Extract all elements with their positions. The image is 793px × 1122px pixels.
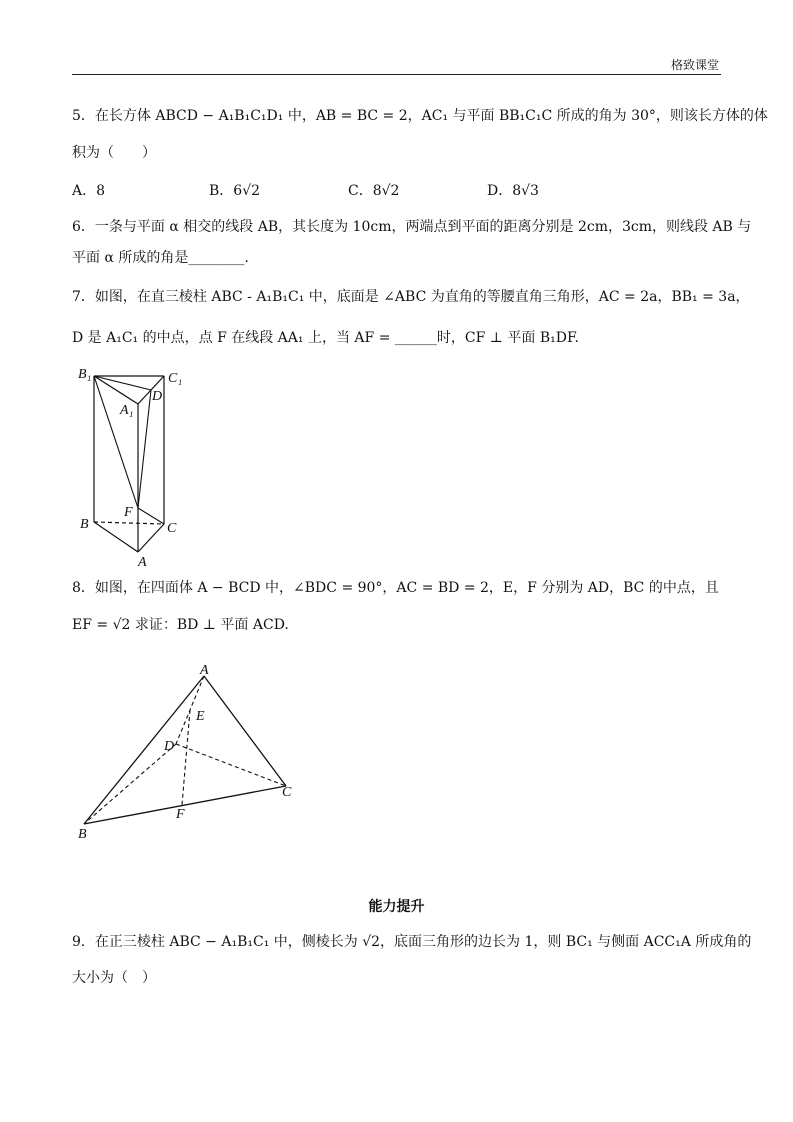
q6-line2: 平面 α 所成的角是________. [72, 250, 249, 266]
label-e: E [196, 709, 205, 724]
header-title: 格致课堂 [670, 58, 719, 72]
label-b1: B₁ [78, 367, 92, 382]
figure-tetrahedron [72, 662, 312, 842]
edge-ba [94, 522, 138, 552]
label-d: D [164, 739, 175, 754]
q7-line2: D 是 A₁C₁ 的中点，点 F 在线段 AA₁ 上，当 AF = ______时，CF ⊥ 平面 B₁DF. [72, 330, 579, 346]
segment-ef-hidden [182, 710, 190, 805]
label-c: C [167, 521, 177, 536]
label-a1: A₁ [120, 403, 134, 418]
edge-ab [84, 676, 204, 824]
section-title: 能力提升 [368, 899, 425, 915]
label-f: F [176, 807, 185, 822]
q5-line2: 积为（ ） [72, 145, 156, 161]
q5-line1: 5．在长方体 ABCD − A₁B₁C₁D₁ 中，AB = BC = 2，AC₁ 与平面 BB₁C₁C 所成的角为 30°，则该长方体的体 [72, 108, 768, 124]
edge-b1a1 [94, 376, 138, 404]
label-b: B [78, 827, 87, 842]
label-c1: C₁ [168, 371, 183, 386]
segment-b1d [94, 376, 151, 390]
q9-line1: 9．在正三棱柱 ABC − A₁B₁C₁ 中，侧棱长为 √2，底面三角形的边长为 1，则 BC₁ 与侧面 ACC₁A 所成角的 [72, 934, 752, 950]
label-b: B [80, 517, 89, 532]
q9-line2: 大小为（ ） [72, 970, 156, 986]
label-a: A [200, 663, 209, 678]
q8-line2: EF = √2 求证：BD ⊥ 平面 ACD. [72, 617, 289, 633]
q8-line1: 8．如图，在四面体 A − BCD 中，∠BDC = 90°，AC = BD = 2，E，F 分别为 AD，BC 的中点，且 [72, 580, 719, 596]
figure-prism [72, 364, 202, 570]
edge-ac [204, 676, 286, 786]
segment-b1f [94, 376, 138, 508]
label-f: F [124, 505, 133, 520]
q7-line1: 7．如图，在直三棱柱 ABC - A₁B₁C₁ 中，底面是 ∠ABC 为直角的等腰直角三角形，AC = 2a，BB₁ = 3a， [72, 289, 750, 305]
q5-choice-a: A．8 [72, 183, 106, 199]
segment-fc [138, 508, 164, 524]
label-a: A [138, 555, 147, 570]
label-c: C [282, 785, 292, 800]
edge-cd-hidden [176, 744, 286, 786]
q5-choice-d: D．8√3 [487, 183, 539, 199]
q6-line1: 6．一条与平面 α 相交的线段 AB，其长度为 10cm，两端点到平面的距离分别是 2cm，3cm，则线段 AB 与 [72, 219, 752, 235]
q5-choice-b: B．6√2 [209, 183, 261, 199]
page-header [72, 54, 721, 75]
edge-bc [84, 786, 286, 824]
segment-df [138, 390, 151, 508]
edge-bd-hidden [84, 744, 176, 824]
edge-ac [138, 524, 164, 552]
edge-bc-hidden [94, 522, 164, 524]
label-d: D [152, 389, 163, 404]
q5-choice-c: C．8√2 [348, 183, 400, 199]
